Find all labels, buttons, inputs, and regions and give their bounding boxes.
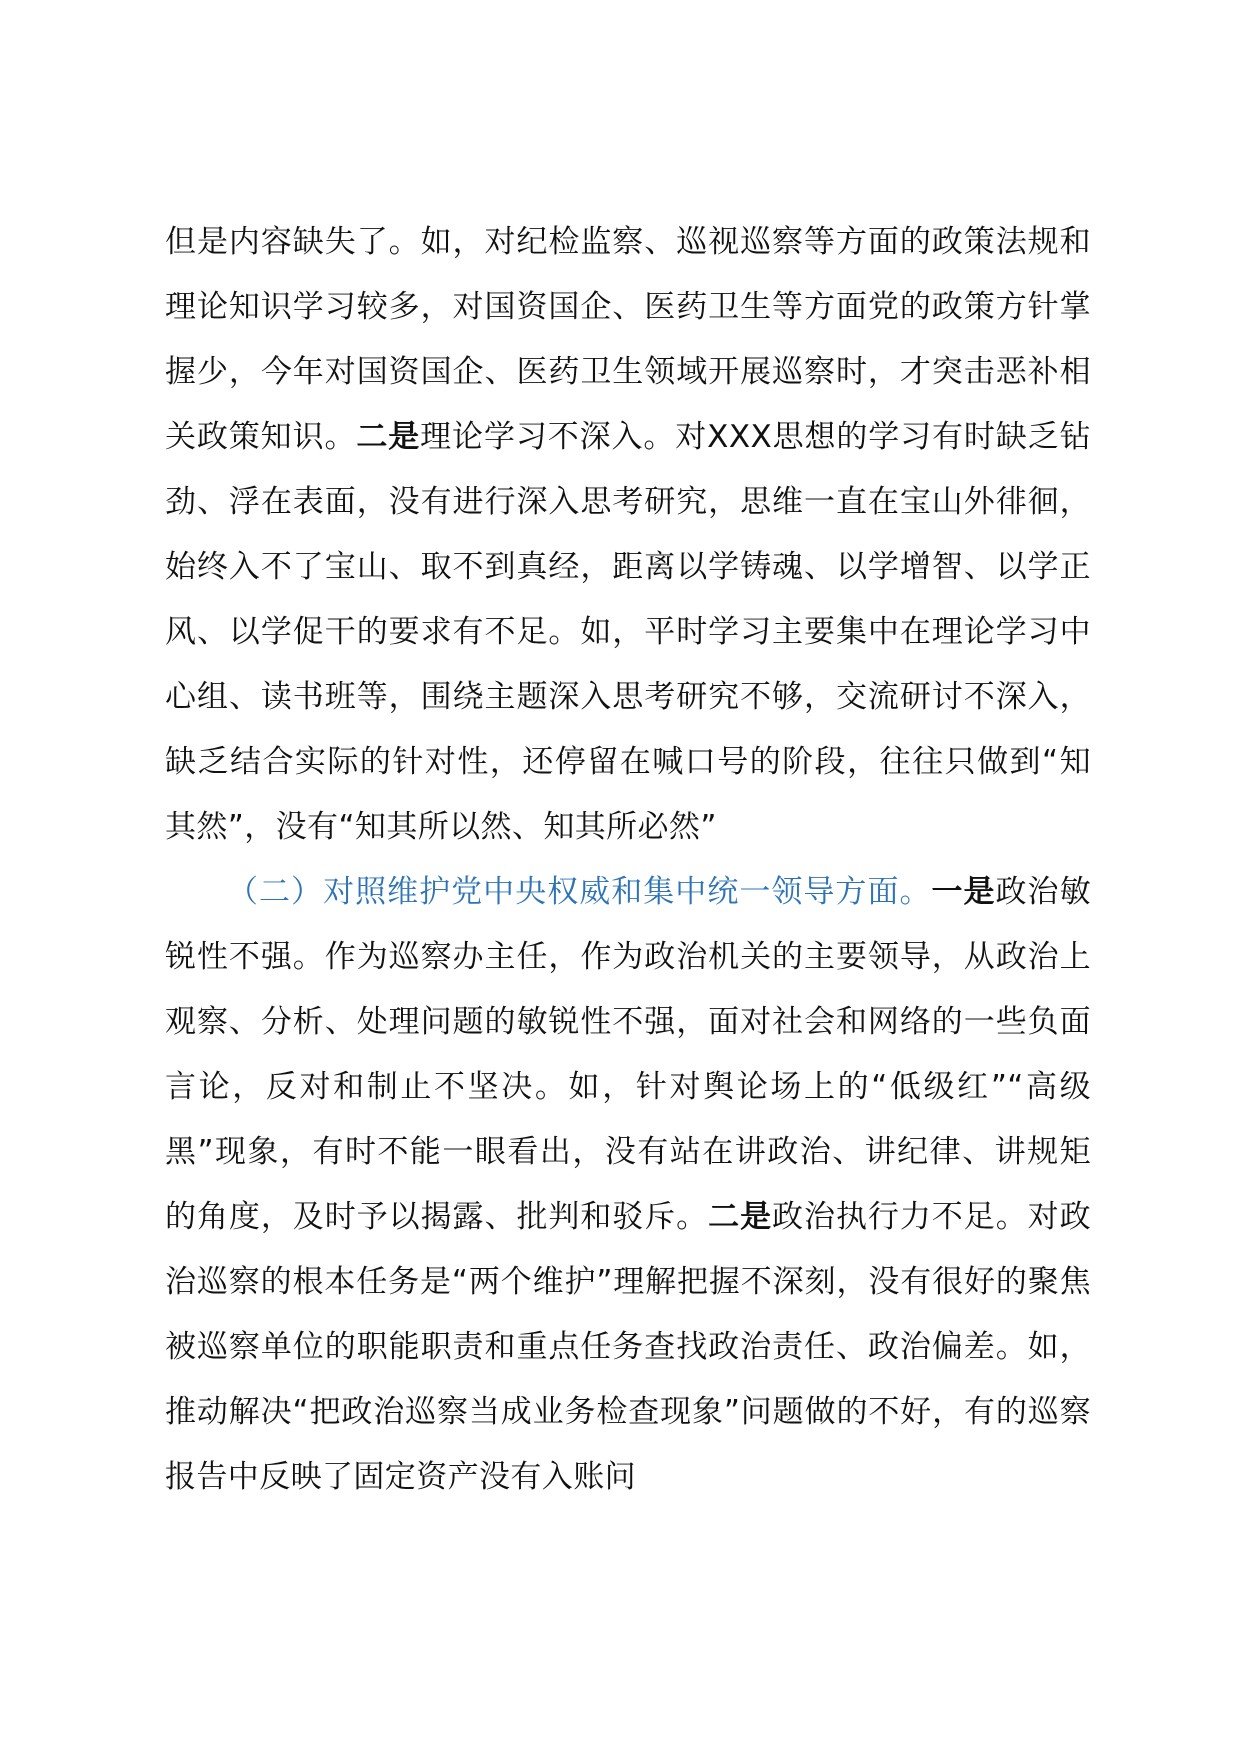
bold-marker-second: 二是 (356, 419, 421, 455)
section-heading: （二）对照维护党中央权威和集中统一领导方面。 (227, 874, 932, 910)
paragraph-central-authority (165, 860, 1091, 1510)
document-page (165, 210, 1091, 1510)
text-segment: 理论学习不深入。对XXX思想的学习有时缺乏钻劲、浮在表面，没有进行深入思考研究，思维一直在宝山外徘徊，始终入不了宝山、取不到真经，距离以学铸魂、以学增智、以学正风、以学促干的要求有不足。如，平时学习主要集中在理论学习中心组、读书班等，围绕主题深入思考研究不够，交流研讨不深入，缺乏结合实际的针对性，还停留在喊口号的阶段，往往只做到“知其然”，没有“知其所以然、知其所必然” (165, 419, 1091, 845)
bold-marker-first: 一是 (931, 874, 996, 910)
text-segment: 政治敏锐性不强。作为巡察办主任，作为政治机关的主要领导，从政治上观察、分析、处理问题的敏锐性不强，面对社会和网络的一些负面言论，反对和制止不坚决。如，针对舆论场上的“低级红”“高级黑”现象，有时不能一眼看出，没有站在讲政治、讲纪律、讲规矩的角度，及时予以揭露、批判和驳斥。 (165, 874, 1091, 1235)
paragraph-study-content (165, 210, 1091, 860)
bold-marker-second: 二是 (708, 1199, 773, 1235)
text-segment: 政治执行力不足。对政治巡察的根本任务是“两个维护”理解把握不深刻，没有很好的聚焦被巡察单位的职能职责和重点任务查找政治责任、政治偏差。如，推动解决“把政治巡察当成业务检查现象”问题做的不好，有的巡察报告中反映了固定资产没有入账问 (165, 1199, 1091, 1495)
text-segment: 但是内容缺失了。如，对纪检监察、巡视巡察等方面的政策法规和理论知识学习较多，对国资国企、医药卫生等方面党的政策方针掌握少，今年对国资国企、医药卫生领域开展巡察时，才突击恶补相关政策知识。 (165, 224, 1091, 455)
